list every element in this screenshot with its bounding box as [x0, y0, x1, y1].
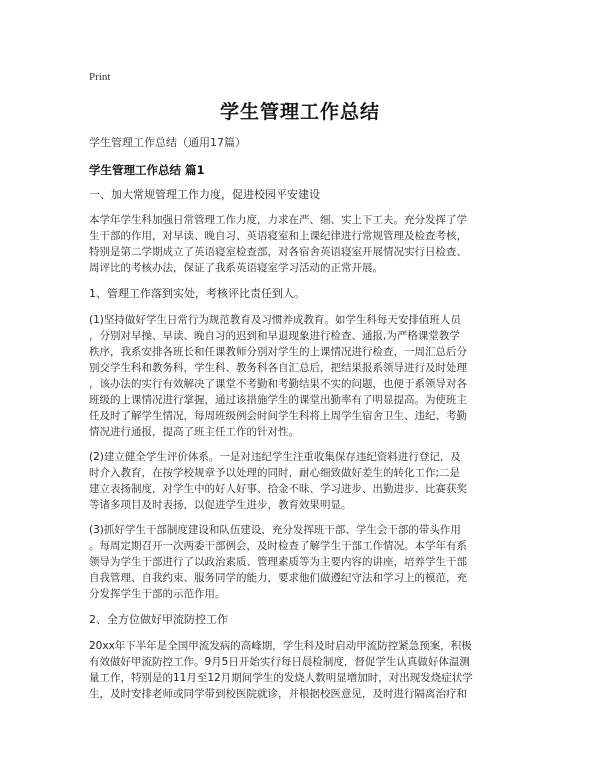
paragraph-line: (1)坚持做好学生日常行为规范教育及习惯养成教育。如学生科每天安排值班人员	[89, 314, 461, 326]
paragraph-line: (3)抓好学生干部制度建设和队伍建设，充分发挥班干部、学生会干部的带头作用	[89, 524, 461, 536]
paragraph-line: 领导为学生干部进行了以政治素质、管理素质等为主要内容的讲座，培养学生干部	[89, 556, 467, 568]
paragraph-line: 任及时了解学生情况，每周班级例会时间学生科将上周学生宿舍卫生、违纪、考勤	[89, 410, 467, 422]
paragraph-line: 本学年学生科加强日常管理工作力度，力求在严、细、实上下工夫。充分发挥了学	[89, 214, 467, 226]
print-label[interactable]: Print	[89, 71, 111, 83]
paragraph-line: ，该办法的实行有效解决了课堂不考勤和考勤结果不实的问题，也便于系领导对各	[89, 378, 467, 390]
paragraph-line: 情况进行通报，提高了班主任工作的针对性。	[89, 426, 299, 438]
paragraph-line: 班级的上课情况进行掌握，通过该措施学生的课堂出勤率有了明显提高。为使班主	[89, 394, 467, 406]
paragraph-line: 特别是第二学期成立了英语寝室检查部，对各宿舍英语寝室开展情况实行日检查、	[89, 246, 467, 258]
paragraph-line: 生干部的作用，对早读、晚自习、英语寝室和上课纪律进行常规管理及检查考核，	[89, 230, 467, 242]
paragraph-line: 等诸多项目及时表扬，以促进学生进步，教育效果明显。	[89, 499, 352, 511]
paragraph-line: 周评比的考核办法，保证了我系英语寝室学习活动的正常开展。	[89, 262, 383, 274]
paragraph-line: 量工作，特别是的11月至12月期间学生的发烧人数明显增加时，对出现发烧症状学	[89, 672, 473, 684]
section-heading: 学生管理工作总结 篇1	[89, 163, 205, 177]
document-subtitle: 学生管理工作总结（通用17篇）	[89, 136, 246, 149]
paragraph-line: 别交学生科和教务科，学生科、教务科各自汇总后，把结果报系领导进行及时处理	[89, 362, 467, 374]
paragraph-line: 建立表扬制度，对学生中的好人好事、拾金不昧、学习进步、出勤进步、比赛获奖	[89, 483, 467, 495]
paragraph-line: 时介入教育，在按学校规章予以处理的同时，耐心细致做好差生的转化工作;二是	[89, 467, 461, 479]
heading-management-implementation: 1、管理工作落到实处，考核评比责任到人。	[89, 287, 305, 300]
page-title: 学生管理工作总结	[219, 101, 380, 123]
paragraph-line: 秩序，我系安排各班长和任课教师分别对学生的上课情况进行检查，一周汇总后分	[89, 346, 467, 358]
heading-strengthen-management: 一、加大常规管理工作力度，促进校园平安建设	[89, 188, 320, 201]
paragraph-line: 20xx年下半年是全国甲流发病的高峰期，学生科及时启动甲流防控紧急预案，积极	[89, 640, 472, 652]
paragraph-line: 分发挥学生干部的示范作用。	[89, 588, 226, 600]
paragraph-line: 自我管理、自我约束、服务同学的能力，要求他们做遵纪守法和学习上的模范，充	[89, 572, 467, 584]
paragraph-line: ，分别对早操、早读、晚自习的迟到和早退现象进行检查、通报,为严格课堂教学	[89, 330, 460, 342]
paragraph-line: 有效做好甲流防控工作。9月5日开始实行每日晨检制度，督促学生认真做好体温测	[89, 656, 470, 668]
paragraph-line: (2)建立健全学生评价体系。一是对违纪学生注重收集保存违纪资料进行登记，及	[89, 451, 461, 463]
paragraph-line: 。每周定期召开一次两委干部例会，及时检查了解学生干部工作情况。本学年有系	[89, 540, 467, 552]
heading-flu-prevention: 2、全方位做好甲流防控工作	[89, 613, 228, 626]
paragraph-line: 生，及时安排老师或同学带到校医院就诊，并根据校医意见，及时进行隔离治疗和	[89, 688, 467, 700]
